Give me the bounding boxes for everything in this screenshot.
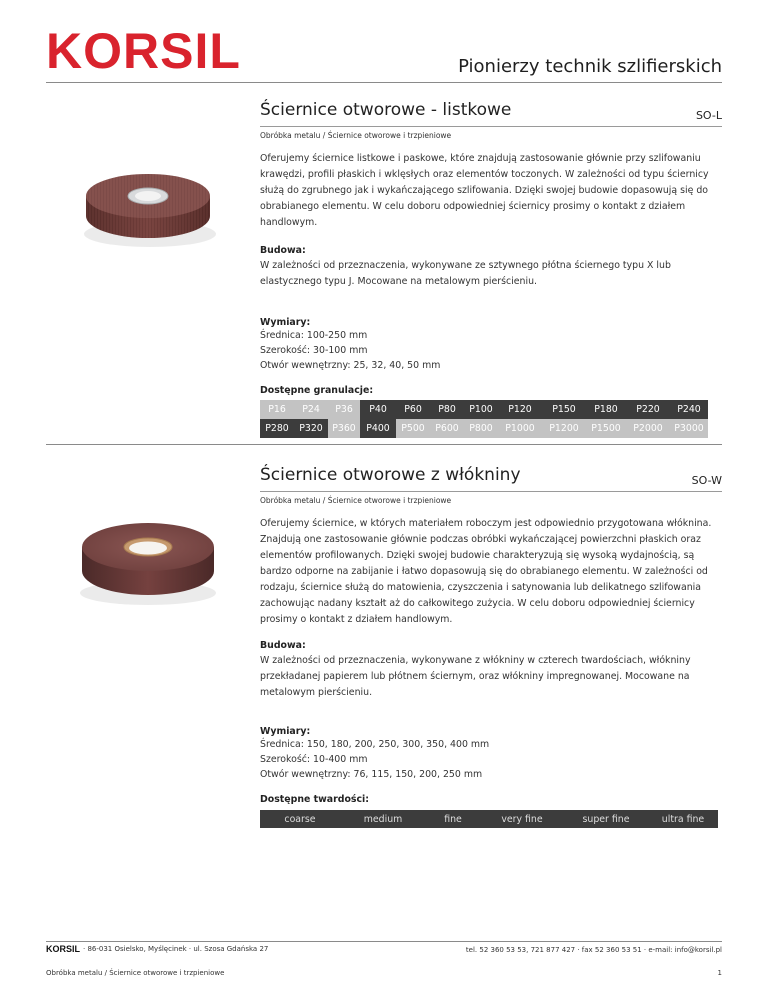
dimension-bore: Otwór wewnętrzny: 76, 115, 150, 200, 250 mm xyxy=(260,769,483,780)
hardness-option: coarse xyxy=(284,813,316,825)
grit-cell: P2000 xyxy=(626,419,670,438)
section-title: Ściernice otworowe z włókniny xyxy=(260,465,521,485)
section-divider xyxy=(260,126,722,127)
grit-cell: P220 xyxy=(626,400,670,419)
grit-cell: P360 xyxy=(328,419,360,438)
grit-cell: P40 xyxy=(360,400,396,419)
grit-cell: P150 xyxy=(542,400,586,419)
section-title: Ściernice otworowe - listkowe xyxy=(260,100,512,120)
hardness-label: Dostępne twardości: xyxy=(260,794,369,805)
nonwoven-wheel-image xyxy=(46,505,246,615)
dimensions-label: Wymiary: xyxy=(260,317,311,328)
grit-cell: P500 xyxy=(396,419,430,438)
hardness-option: medium xyxy=(363,813,403,825)
construction-label: Budowa: xyxy=(260,245,306,256)
korsil-logo: KORSIL xyxy=(46,23,241,79)
grit-cell: P1200 xyxy=(542,419,586,438)
construction-text: W zależności od przeznaczenia, wykonywane ze sztywnego płótna ściernego typu X lub elastycznego typu J. Mocowane na metalowym pierścieniu. xyxy=(260,260,671,287)
dimension-diameter: Średnica: 150, 180, 200, 250, 300, 350, 400 mm xyxy=(260,739,490,750)
grit-cell: P1500 xyxy=(586,419,626,438)
header-tagline: Pionierzy technik szlifierskich xyxy=(458,56,722,77)
hardness-option: fine xyxy=(444,813,462,825)
page-number: 1 xyxy=(717,969,722,977)
dimension-bore: Otwór wewnętrzny: 25, 32, 40, 50 mm xyxy=(260,360,441,371)
grit-cell: P60 xyxy=(396,400,430,419)
grit-cell: P240 xyxy=(670,400,708,419)
section-nonwoven-wheels xyxy=(260,465,722,828)
grit-cell: P600 xyxy=(430,419,464,438)
construction-label: Budowa: xyxy=(260,640,306,651)
section-flap-wheels xyxy=(260,100,722,438)
flap-wheel-image xyxy=(46,150,246,260)
breadcrumb: Obróbka metalu / Ściernice otworowe i trzpieniowe xyxy=(260,496,452,505)
footer-breadcrumb: Obróbka metalu / Ściernice otworowe i trzpieniowe xyxy=(46,969,225,977)
grit-label: Dostępne granulacje: xyxy=(260,385,374,396)
grit-cell: P3000 xyxy=(670,419,708,438)
breadcrumb: Obróbka metalu / Ściernice otworowe i trzpieniowe xyxy=(260,131,452,140)
header-divider xyxy=(46,82,722,83)
grit-row xyxy=(260,419,718,438)
address-text: · 86-031 Osielsko, Myślęcinek · ul. Szosa Gdańska 27 xyxy=(83,945,269,953)
grit-cell: P24 xyxy=(294,400,328,419)
product-code: SO-L xyxy=(695,109,722,122)
grit-table xyxy=(260,400,718,438)
product-description: Oferujemy ściernice, w których materiałem roboczym jest odpowiednio przygotowana włóknina. Znajdują one zastosowanie głównie podczas obróbki wykańczającej powierzchni płaskich oraz elementów profilowanych. Dzięki swojej budowie charakteryzują się wysoką wydajnością, są bardzo odporne na zabijanie i łatwo dopasowują się do obrabianego elementu. W zależności od rodzaju, ściernice służą do matowienia, czyszczenia i satynowania lub delikatnego szlifowania zachowując nadany kształt aż do całkowitego zużycia. W celu doboru odpowiedniej ściernicy prosimy o kontakt z działem handlowym. xyxy=(260,518,712,625)
section-separator xyxy=(46,444,722,445)
dimensions-list xyxy=(260,328,722,373)
grit-cell: P120 xyxy=(498,400,542,419)
dimension-width: Szerokość: 30-100 mm xyxy=(260,345,368,356)
dimension-diameter: Średnica: 100-250 mm xyxy=(260,330,368,341)
section-divider xyxy=(260,491,722,492)
grit-cell: P400 xyxy=(360,419,396,438)
dimension-width: Szerokość: 10-400 mm xyxy=(260,754,368,765)
footer-contact: tel. 52 360 53 53, 721 877 427 · fax 52 360 53 51 · e-mail: info@korsil.pl xyxy=(465,946,722,954)
grit-cell: P280 xyxy=(260,419,294,438)
grit-cell: P36 xyxy=(328,400,360,419)
grit-cell: P1000 xyxy=(498,419,542,438)
dimensions-list xyxy=(260,737,722,782)
hardness-option: super fine xyxy=(582,813,630,825)
construction-text: W zależności od przeznaczenia, wykonywane z włókniny w czterech twardościach, włókniny przekładanej papierem lub płótnem ściernym, oraz włókniny impregnowanej. Mocowane na metalowym pierścieniu. xyxy=(260,655,691,698)
product-code: SO-W xyxy=(691,474,722,487)
grit-cell: P16 xyxy=(260,400,294,419)
grit-cell: P320 xyxy=(294,419,328,438)
grit-cell: P100 xyxy=(464,400,498,419)
grit-cell: P800 xyxy=(464,419,498,438)
hardness-option: very fine xyxy=(501,813,543,825)
footer-address xyxy=(46,944,268,954)
footer-divider xyxy=(46,941,722,942)
hardness-table xyxy=(260,810,718,828)
grit-row xyxy=(260,400,718,419)
footer-logo: KORSIL xyxy=(46,944,81,954)
hardness-option: ultra fine xyxy=(661,813,705,825)
product-description: Oferujemy ściernice listkowe i paskowe, które znajdują zastosowanie głównie przy szlifowaniu krawędzi, profili płaskich i wklęsłych oraz elementów toczonych. W zależności od typu ściernicy służą do zgrubnego jak i wykańczającego szlifowania. Dzięki swojej budowie dopasowują się do obrabianego elementu. W celu doboru odpowiedniej ściernicy prosimy o kontakt z działem handlowym. xyxy=(260,153,709,228)
grit-cell: P80 xyxy=(430,400,464,419)
grit-cell: P180 xyxy=(586,400,626,419)
dimensions-label: Wymiary: xyxy=(260,726,311,737)
